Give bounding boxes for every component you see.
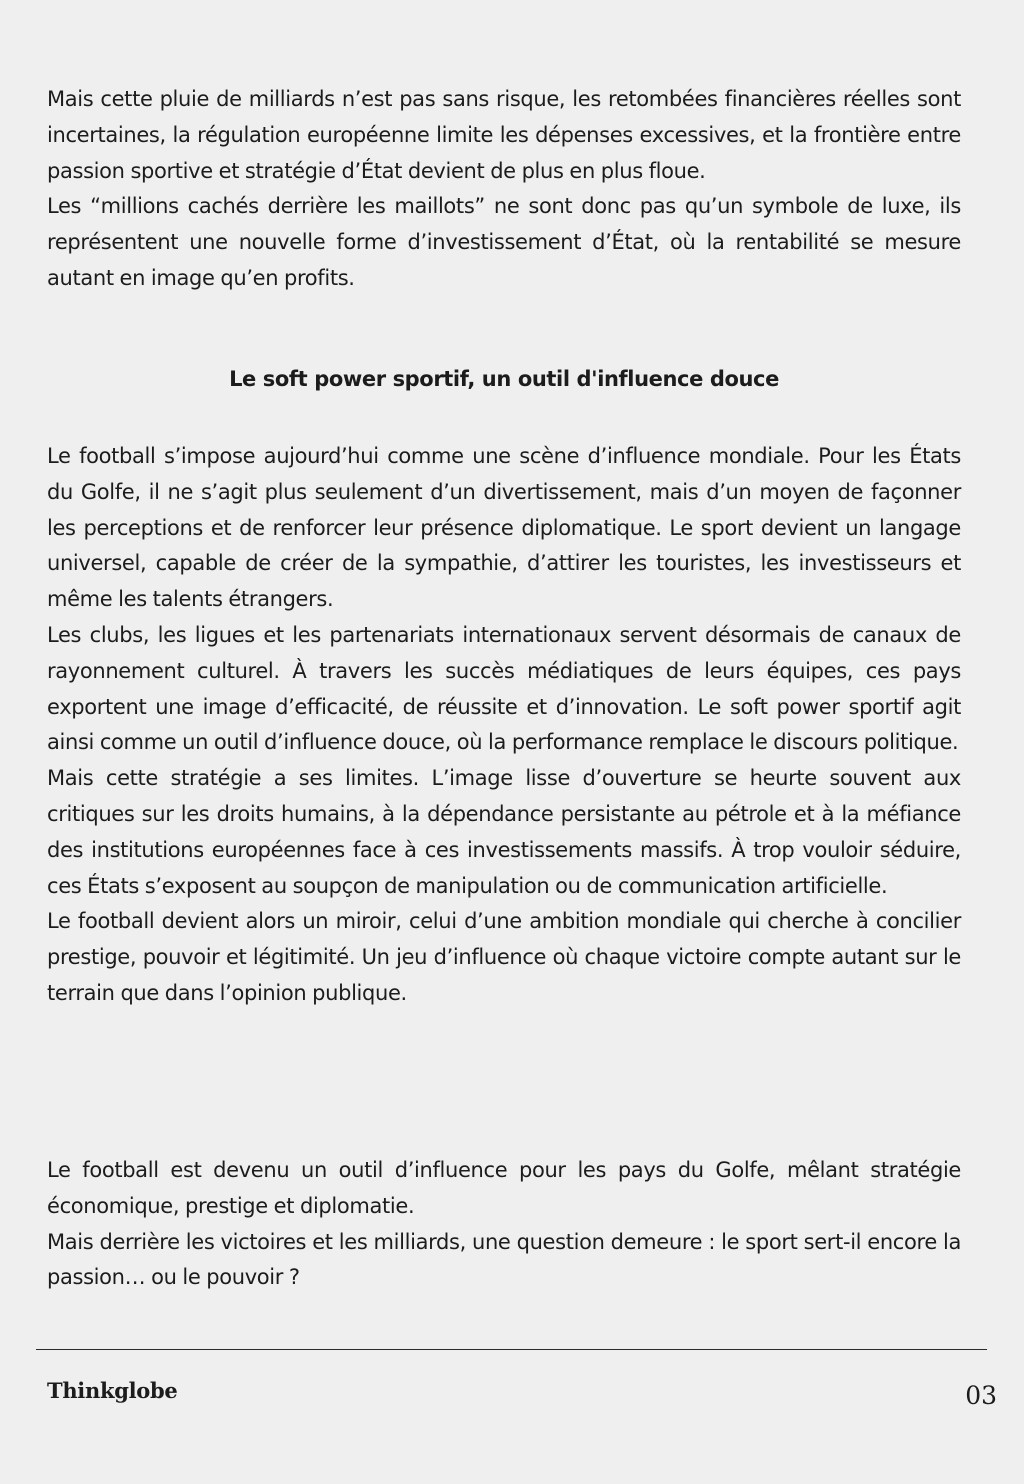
footer-divider xyxy=(36,1349,987,1350)
section-body xyxy=(47,439,961,1012)
section-title: Le soft power sportif, un outil d'influence douce xyxy=(229,367,779,391)
section-heading-wrap xyxy=(47,367,961,391)
footer-brand: Thinkglobe xyxy=(47,1378,178,1403)
conclusion-paragraph-1: Le football est devenu un outil d’influence pour les pays du Golfe, mêlant stratégie économique, prestige et diplomatie. xyxy=(47,1158,961,1218)
conclusion-paragraph-2: Mais derrière les victoires et les milliards, une question demeure : le sport sert-il encore la passion… ou le pouvoir ? xyxy=(47,1229,961,1290)
intro-paragraph-1: Mais cette pluie de milliards n’est pas sans risque, les retombées financières réelles sont incertaines, la régulation européenne limite les dépenses excessives, et la frontière entre passion sportive et stratégie d’État devient de plus en plus floue. xyxy=(47,87,961,183)
section-paragraph-2: Les clubs, les ligues et les partenariats internationaux servent désormais de canaux de rayonnement culturel. À travers les succès médiatiques de leurs équipes, ces pays exportent une image d’efficacité, de réussite et d’innovation. Le soft power sportif agit ainsi comme un outil d’influence douce, où la performance remplace le discours politique. xyxy=(47,622,961,755)
section-paragraph-3: Mais cette stratégie a ses limites. L’image lisse d’ouverture se heurte souvent aux critiques sur les droits humains, à la dépendance persistante au pétrole et à la méfiance des institutions européennes face à ces investissements massifs. À trop vouloir séduire, ces États s’exposent au soupçon de manipulation ou de communication artificielle. xyxy=(47,766,961,898)
section-paragraph-4: Le football devient alors un miroir, celui d’une ambition mondiale qui cherche à concilier prestige, pouvoir et légitimité. Un jeu d’influence où chaque victoire compte autant sur le terrain que dans l’opinion publique. xyxy=(47,909,961,1005)
conclusion-block xyxy=(47,1153,961,1296)
section-paragraph-1: Le football s’impose aujourd’hui comme une scène d’influence mondiale. Pour les États du Golfe, il ne s’agit plus seulement d’un divertissement, mais d’un moyen de façonner les perceptions et de renforcer leur présence diplomatique. Le sport devient un langage universel, capable de créer de la sympathie, d’attirer les touristes, les investisseurs et même les talents étrangers. xyxy=(47,444,961,612)
intro-block xyxy=(47,82,961,297)
intro-paragraph-2: Les “millions cachés derrière les maillots” ne sont donc pas qu’un symbole de luxe, ils représentent une nouvelle forme d’investissement d’État, où la rentabilité se mesure autant en image qu’en profits. xyxy=(47,194,961,290)
footer-page-number: 03 xyxy=(965,1381,997,1410)
